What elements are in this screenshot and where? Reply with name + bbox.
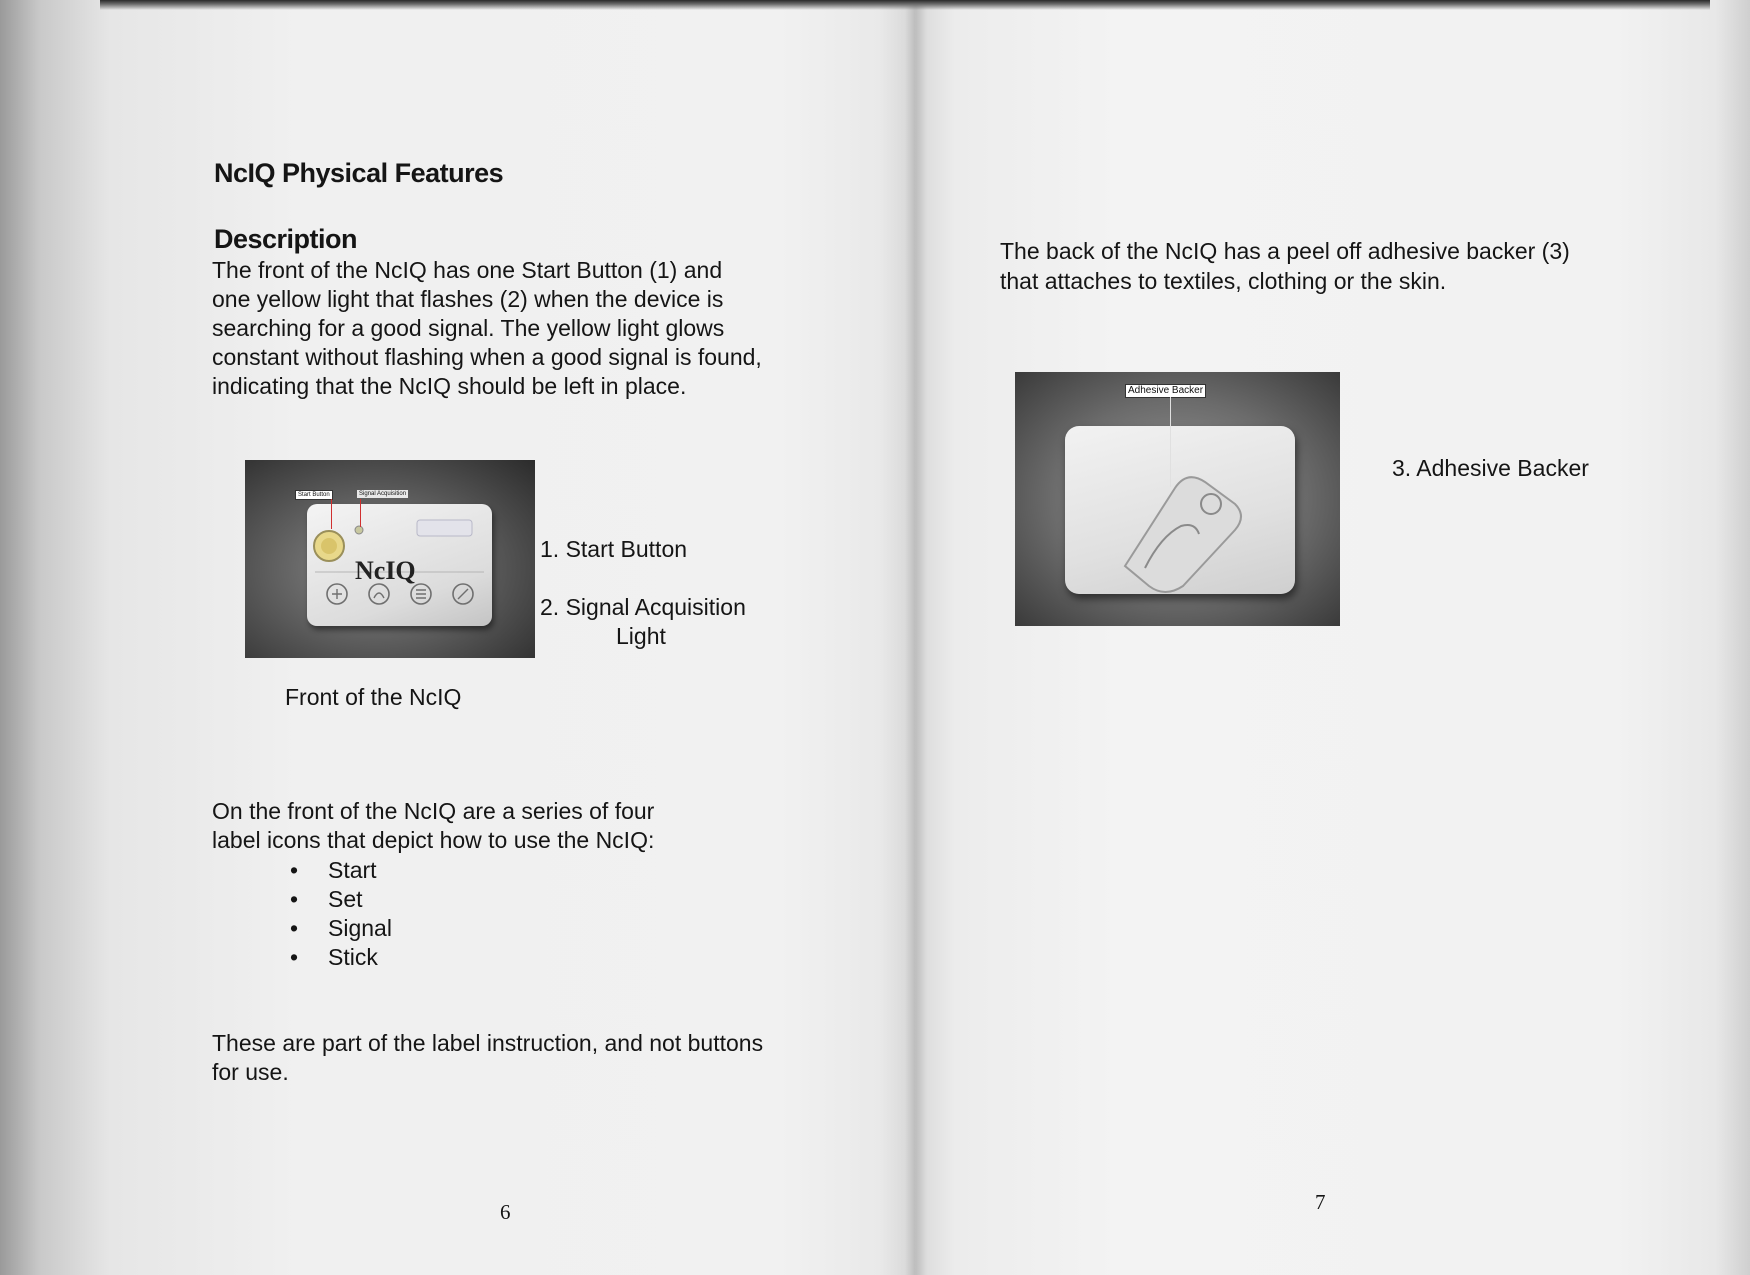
list-item	[290, 856, 392, 885]
label-icons-line: label icons that depict how to use the NcIQ:	[212, 827, 655, 853]
callout-signal-acquisition: 2. Signal Acquisition	[540, 594, 746, 620]
adhesive-sheet-icon	[1125, 477, 1241, 592]
tag-leader-line	[360, 499, 361, 527]
description-line: indicating that the NcIQ should be left in place.	[212, 373, 687, 399]
bullet-icon: •	[290, 857, 299, 883]
label-instruction-note	[212, 1029, 852, 1087]
list-item-label: Set	[328, 886, 363, 912]
description-paragraph	[212, 256, 812, 401]
top-edge-shadow	[100, 0, 1710, 10]
list-item-label: Signal	[328, 915, 392, 941]
device-logo: NcIQ	[355, 556, 416, 585]
device-back-body	[1065, 426, 1295, 594]
tag-leader-line	[1170, 397, 1171, 487]
bullet-icon: •	[290, 944, 299, 970]
list-item	[290, 914, 392, 943]
back-device-photo	[1015, 372, 1340, 626]
list-item-label: Stick	[328, 944, 378, 970]
signal-acquisition-photo-tag: Signal Acquisition	[359, 491, 407, 497]
note-line: These are part of the label instruction, and not buttons	[212, 1030, 764, 1056]
label-plate-icon	[417, 520, 472, 536]
adhesive-backer-illustration	[1065, 426, 1295, 594]
page-title: NcIQ Physical Features	[214, 158, 504, 188]
label-icons-list	[290, 856, 392, 972]
tag-leader-line	[331, 499, 332, 529]
section-heading: Description	[214, 224, 358, 254]
page-number: 7	[1315, 1190, 1326, 1214]
callout-start-button: 1. Start Button	[540, 536, 688, 562]
description-line: one yellow light that flashes (2) when the device is	[212, 286, 724, 312]
start-button-center-icon	[321, 538, 337, 554]
book-gutter	[905, 0, 927, 1275]
description-line: searching for a good signal. The yellow light glows	[212, 315, 725, 341]
callout-signal-acquisition-light: Light	[616, 623, 666, 649]
set-label-icon	[369, 584, 389, 604]
back-description-line: The back of the NcIQ has a peel off adhesive backer (3)	[1000, 238, 1570, 264]
signal-light-icon	[355, 526, 363, 534]
bullet-icon: •	[290, 915, 299, 941]
photo-caption: Front of the NcIQ	[285, 684, 462, 710]
note-line: for use.	[212, 1059, 289, 1085]
right-page	[915, 0, 1750, 1275]
list-item	[290, 943, 392, 972]
list-item-label: Start	[328, 857, 377, 883]
start-button-photo-tag: Start Button	[295, 490, 333, 500]
description-line: constant without flashing when a good signal is found,	[212, 344, 762, 370]
back-description-paragraph	[1000, 236, 1640, 296]
description-line: The front of the NcIQ has one Start Button (1) and	[212, 257, 723, 283]
back-description-line: that attaches to textiles, clothing or the skin.	[1000, 268, 1447, 294]
adhesive-backer-photo-tag: Adhesive Backer	[1125, 384, 1206, 398]
front-callouts	[540, 535, 746, 651]
list-item	[290, 885, 392, 914]
bullet-icon: •	[290, 886, 299, 912]
callout-adhesive-backer: 3. Adhesive Backer	[1392, 455, 1589, 481]
device-front-body	[307, 504, 492, 626]
label-icons-line: On the front of the NcIQ are a series of four	[212, 798, 655, 824]
label-icons-paragraph	[212, 797, 772, 855]
front-device-photo	[245, 460, 535, 658]
page-number: 6	[500, 1200, 511, 1224]
